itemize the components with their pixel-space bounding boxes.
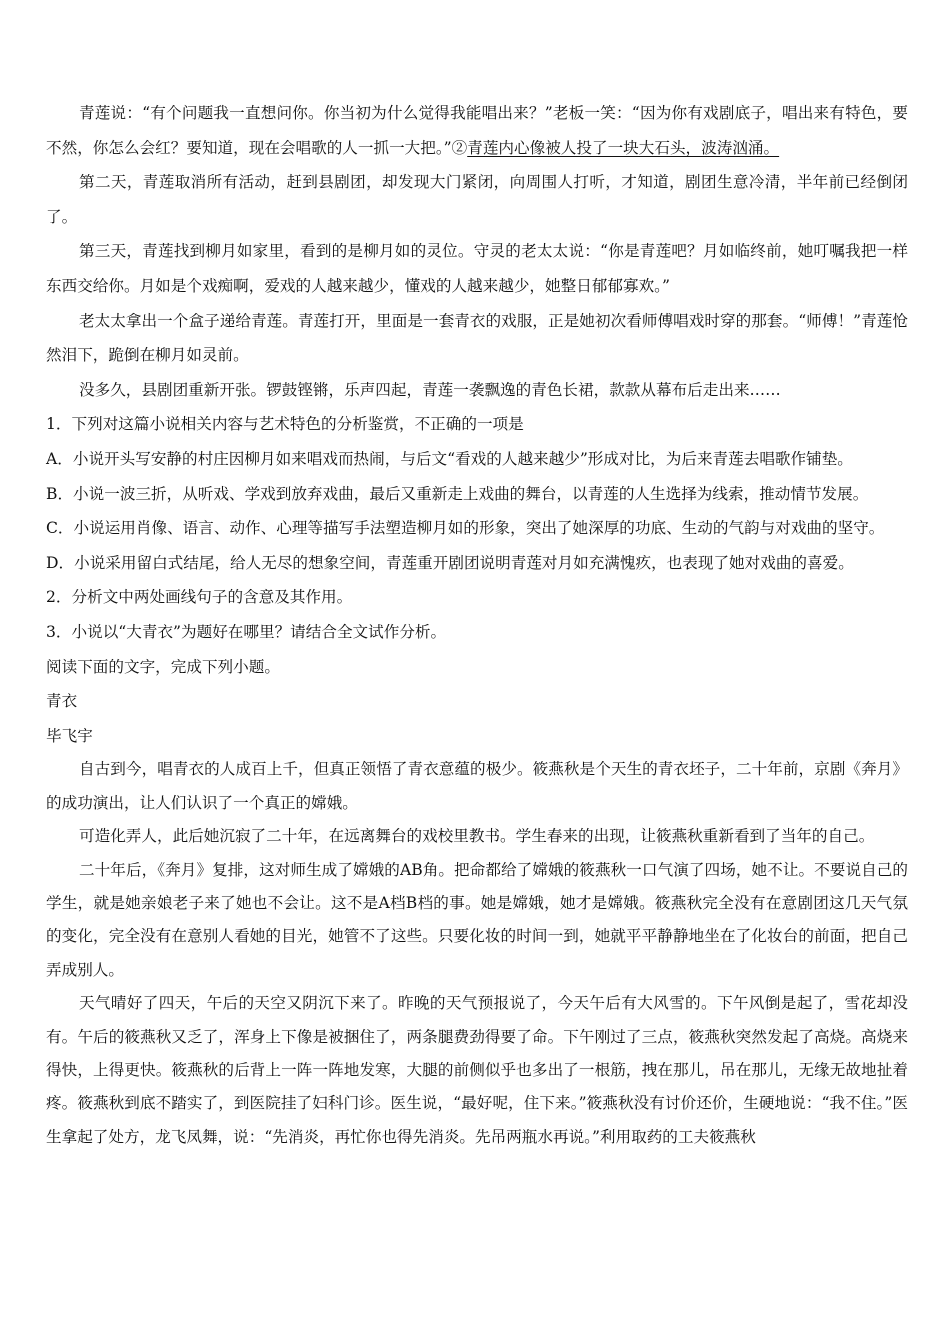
story-paragraph-4: 老太太拿出一个盒子递给青莲。青莲打开，里面是一套青衣的戏服，正是她初次看师傅唱戏时穿的那套。“师傅！”青莲怆然泪下，跪倒在柳月如灵前。 [46, 311, 908, 365]
article-title: 青衣 [46, 692, 78, 711]
story-paragraph-2: 第二天，青莲取消所有活动，赶到县剧团，却发现大门紧闭，向周围人打听，才知道，剧团生意冷清，半年前已经倒闭了。 [46, 173, 908, 226]
question-2: 2．分析文中两处画线句子的含意及其作用。 [46, 588, 353, 607]
story-paragraph-3: 第三天，青莲找到柳月如家里，看到的是柳月如的灵位。守灵的老太太说：“你是青莲吧？月如临终前，她叮嘱我把一样东西交给你。月如是个戏痴啊，爱戏的人越来越少，懂戏的人越来越少，她整日郁郁寡欢。” [46, 242, 908, 295]
reading-instruction: 阅读下面的文字，完成下列小题。 [46, 657, 280, 676]
article-paragraph-3: 二十年后，《奔月》复排，这对师生成了嫦娥的AB角。把命都给了嫦娥的筱燕秋一口气演了四场，她不让。不要说自己的学生，就是她亲娘老子来了她也不会让。这不是A档B档的事。她是嫦娥，她才是嫦娥。筱燕秋完全没有在意剧团这几天气氛的变化，完全没有在意别人看她的目光，她管不了这些。只要化妆的时间一到，她就平平静静地坐在了化妆台的前面，把自己弄成别人。 [46, 860, 908, 979]
story-paragraph-1-text: 青莲说：“有个问题我一直想问你。你当初为什么觉得我能唱出来？”老板一笑：“因为你有戏剧底子，唱出来有特色，要不然，你怎么会红？要知道，现在会唱歌的人一抓一大把。”② [46, 104, 908, 157]
article-paragraph-4: 天气晴好了四天，午后的天空又阴沉下来了。昨晚的天气预报说了，今天午后有大风雪的。下午风倒是起了，雪花却没有。午后的筱燕秋又乏了，浑身上下像是被捆住了，两条腿费劲得要了命。下午刚过了三点，筱燕秋突然发起了高烧。高烧来得快，上得更快。筱燕秋的后背上一阵一阵地发寒，大腿的前侧似乎也多出了一根筋，拽在那儿，吊在那儿，无缘无故地扯着疼。筱燕秋到底不踏实了，到医院挂了妇科门诊。医生说，“最好呢，住下来。”筱燕秋没有讨价还价，生硬地说：“我不住。”医生拿起了处方，龙飞凤舞，说：“先消炎，再忙你也得先消炎。先吊两瓶水再说。”利用取药的工夫筱燕秋 [46, 994, 908, 1146]
story-paragraph-1 [46, 96, 908, 165]
option-a: A．小说开头写安静的村庄因柳月如来唱戏而热闹，与后文“看戏的人越来越少”形成对比，为后来青莲去唱歌作铺垫。 [46, 449, 853, 468]
option-b: B．小说一波三折，从听戏、学戏到放弃戏曲，最后又重新走上戏曲的舞台，以青莲的人生选择为线索，推动情节发展。 [46, 484, 869, 503]
option-c: C．小说运用肖像、语言、动作、心理等描写手法塑造柳月如的形象，突出了她深厚的功底、生动的气韵与对戏曲的坚守。 [46, 519, 885, 538]
underlined-sentence-2: 青莲内心像被人投了一块大石头，波涛汹涌。 [467, 138, 780, 157]
story-paragraph-5: 没多久，县剧团重新开张。锣鼓铿锵，乐声四起，青莲一袭飘逸的青色长裙，款款从幕布后走出来…… [79, 380, 781, 399]
question-3: 3．小说以“大青衣”为题好在哪里？请结合全文试作分析。 [46, 622, 447, 641]
article-paragraph-2: 可造化弄人，此后她沉寂了二十年，在远离舞台的戏校里教书。学生春来的出现，让筱燕秋重新看到了当年的自己。 [79, 827, 875, 846]
option-d: D．小说采用留白式结尾，给人无尽的想象空间，青莲重开剧团说明青莲对月如充满愧疚，也表现了她对戏曲的喜爱。 [46, 553, 854, 572]
question-1: 1．下列对这篇小说相关内容与艺术特色的分析鉴赏，不正确的一项是 [46, 415, 524, 434]
article-author: 毕飞宇 [46, 726, 93, 745]
article-paragraph-1: 自古到今，唱青衣的人成百上千，但真正领悟了青衣意蕴的极少。筱燕秋是个天生的青衣坯子，二十年前，京剧《奔月》的成功演出，让人们认识了一个真正的嫦娥。 [46, 760, 908, 812]
